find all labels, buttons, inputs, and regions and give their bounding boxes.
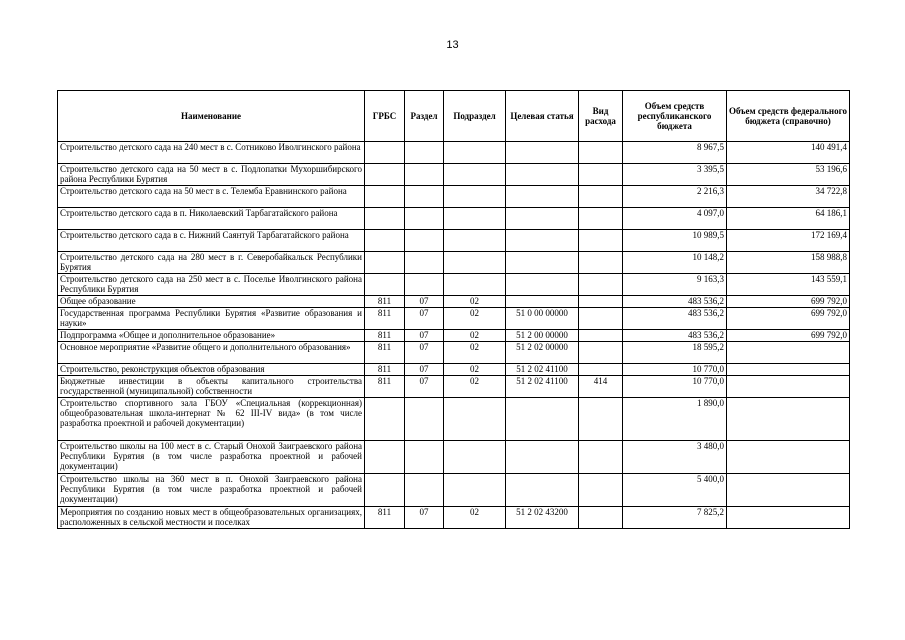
row-statya xyxy=(506,230,579,252)
row-name: Строительство детского сада на 240 мест в с. Сотниково Иволгинского района xyxy=(58,142,365,164)
header-name: Наименование xyxy=(58,91,365,142)
row-name: Строительство детского сада в с. Нижний Саянтуй Тарбагатайского района xyxy=(58,230,365,252)
row-resp: 10 148,2 xyxy=(623,252,727,274)
row-razdel xyxy=(405,474,444,507)
row-name: Строительство детского сада на 280 мест в г. Северобайкальск Республики Бурятия xyxy=(58,252,365,274)
row-podrazdel xyxy=(444,398,506,441)
row-vid xyxy=(579,274,623,296)
row-resp: 4 097,0 xyxy=(623,208,727,230)
row-statya xyxy=(506,164,579,186)
row-fed xyxy=(727,474,850,507)
row-resp: 7 825,2 xyxy=(623,507,727,529)
row-vid xyxy=(579,142,623,164)
row-fed: 140 491,4 xyxy=(727,142,850,164)
row-grbs: 811 xyxy=(365,296,405,308)
row-name: Строительство, реконструкция объектов образования xyxy=(58,364,365,376)
row-statya xyxy=(506,296,579,308)
table-row xyxy=(58,398,850,441)
row-vid xyxy=(579,252,623,274)
row-grbs xyxy=(365,142,405,164)
row-vid xyxy=(579,186,623,208)
budget-table xyxy=(57,90,850,529)
row-razdel: 07 xyxy=(405,376,444,398)
row-podrazdel: 02 xyxy=(444,308,506,330)
row-statya: 51 2 02 41100 xyxy=(506,364,579,376)
row-name: Строительство школы на 360 мест в п. Онохой Заиграевского района Республики Бурятия (в том числе разработка проектной и рабочей документации) xyxy=(58,474,365,507)
row-fed: 143 559,1 xyxy=(727,274,850,296)
row-podrazdel xyxy=(444,186,506,208)
row-vid xyxy=(579,296,623,308)
row-grbs: 811 xyxy=(365,342,405,364)
row-resp: 2 216,3 xyxy=(623,186,727,208)
row-grbs: 811 xyxy=(365,364,405,376)
header-vid: Вид расхода xyxy=(579,91,623,142)
row-resp: 10 989,5 xyxy=(623,230,727,252)
row-podrazdel: 02 xyxy=(444,507,506,529)
row-statya xyxy=(506,474,579,507)
row-name: Общее образование xyxy=(58,296,365,308)
row-name: Строительство детского сада в п. Николаевский Тарбагатайского района xyxy=(58,208,365,230)
header-statya: Целевая статья xyxy=(506,91,579,142)
row-fed xyxy=(727,376,850,398)
row-name: Подпрограмма «Общее и дополнительное образование» xyxy=(58,330,365,342)
row-fed: 172 169,4 xyxy=(727,230,850,252)
row-resp: 5 400,0 xyxy=(623,474,727,507)
table-row xyxy=(58,330,850,342)
row-statya: 51 2 02 00000 xyxy=(506,342,579,364)
row-grbs: 811 xyxy=(365,330,405,342)
row-grbs xyxy=(365,474,405,507)
row-name: Строительство детского сада на 50 мест в с. Подлопатки Мухоршибирского района Республики Бурятия xyxy=(58,164,365,186)
row-podrazdel: 02 xyxy=(444,376,506,398)
table-row xyxy=(58,376,850,398)
row-razdel: 07 xyxy=(405,308,444,330)
row-podrazdel: 02 xyxy=(444,330,506,342)
row-name: Бюджетные инвестиции в объекты капитального строительства государственной (муниципальной) собственности xyxy=(58,376,365,398)
row-razdel xyxy=(405,142,444,164)
row-name: Строительство школы на 100 мест в с. Старый Онохой Заиграевского района Республики Бурятия (в том числе разработка проектной и рабочей документации) xyxy=(58,441,365,474)
row-fed: 699 792,0 xyxy=(727,296,850,308)
row-statya xyxy=(506,186,579,208)
row-grbs xyxy=(365,230,405,252)
row-statya: 51 2 02 43200 xyxy=(506,507,579,529)
row-razdel xyxy=(405,230,444,252)
row-razdel xyxy=(405,252,444,274)
row-fed: 699 792,0 xyxy=(727,330,850,342)
row-razdel: 07 xyxy=(405,364,444,376)
table-row xyxy=(58,164,850,186)
row-razdel: 07 xyxy=(405,296,444,308)
table-row xyxy=(58,274,850,296)
table-row xyxy=(58,252,850,274)
row-vid xyxy=(579,364,623,376)
row-podrazdel xyxy=(444,142,506,164)
row-podrazdel xyxy=(444,274,506,296)
table-row xyxy=(58,507,850,529)
row-resp: 8 967,5 xyxy=(623,142,727,164)
row-name: Строительство детского сада на 250 мест в с. Поселье Иволгинского района Республики Бурятия xyxy=(58,274,365,296)
row-name: Строительство спортивного зала ГБОУ «Специальная (коррекционная) общеобразовательная школа-интернат № 62 III-IV вида» (в том числе разработка проектной и рабочей документации) xyxy=(58,398,365,441)
row-podrazdel xyxy=(444,252,506,274)
table-row xyxy=(58,296,850,308)
row-fed: 158 988,8 xyxy=(727,252,850,274)
row-razdel xyxy=(405,186,444,208)
row-vid: 414 xyxy=(579,376,623,398)
header-grbs: ГРБС xyxy=(365,91,405,142)
row-fed: 699 792,0 xyxy=(727,308,850,330)
row-razdel: 07 xyxy=(405,507,444,529)
row-grbs xyxy=(365,441,405,474)
row-resp: 10 770,0 xyxy=(623,364,727,376)
row-fed: 64 186,1 xyxy=(727,208,850,230)
row-podrazdel: 02 xyxy=(444,364,506,376)
row-fed xyxy=(727,507,850,529)
row-razdel xyxy=(405,441,444,474)
table-row xyxy=(58,474,850,507)
row-resp: 3 480,0 xyxy=(623,441,727,474)
row-statya xyxy=(506,252,579,274)
page-number: 13 xyxy=(446,39,459,51)
header-razdel: Раздел xyxy=(405,91,444,142)
row-razdel xyxy=(405,398,444,441)
row-fed xyxy=(727,342,850,364)
row-statya xyxy=(506,142,579,164)
row-razdel: 07 xyxy=(405,330,444,342)
row-razdel: 07 xyxy=(405,342,444,364)
table-row xyxy=(58,208,850,230)
row-statya: 51 0 00 00000 xyxy=(506,308,579,330)
table-row xyxy=(58,342,850,364)
row-podrazdel xyxy=(444,230,506,252)
row-podrazdel xyxy=(444,164,506,186)
row-podrazdel xyxy=(444,208,506,230)
row-fed xyxy=(727,398,850,441)
row-grbs xyxy=(365,186,405,208)
row-vid xyxy=(579,230,623,252)
row-podrazdel: 02 xyxy=(444,342,506,364)
row-resp: 483 536,2 xyxy=(623,330,727,342)
row-podrazdel: 02 xyxy=(444,296,506,308)
row-razdel xyxy=(405,208,444,230)
row-vid xyxy=(579,441,623,474)
row-vid xyxy=(579,474,623,507)
row-fed xyxy=(727,364,850,376)
table-row xyxy=(58,308,850,330)
row-vid xyxy=(579,342,623,364)
row-resp: 3 395,5 xyxy=(623,164,727,186)
row-resp: 18 595,2 xyxy=(623,342,727,364)
table-header-row xyxy=(58,91,850,142)
row-fed xyxy=(727,441,850,474)
row-resp: 10 770,0 xyxy=(623,376,727,398)
row-resp: 9 163,3 xyxy=(623,274,727,296)
row-name: Строительство детского сада на 50 мест в с. Телемба Еравнинского района xyxy=(58,186,365,208)
row-resp: 483 536,2 xyxy=(623,296,727,308)
row-statya: 51 2 00 00000 xyxy=(506,330,579,342)
table-row xyxy=(58,364,850,376)
row-grbs xyxy=(365,208,405,230)
row-resp: 1 890,0 xyxy=(623,398,727,441)
row-name: Основное мероприятие «Развитие общего и дополнительного образования» xyxy=(58,342,365,364)
row-fed: 34 722,8 xyxy=(727,186,850,208)
header-podrazdel: Подраздел xyxy=(444,91,506,142)
row-grbs: 811 xyxy=(365,308,405,330)
row-razdel xyxy=(405,274,444,296)
row-statya: 51 2 02 41100 xyxy=(506,376,579,398)
table-row xyxy=(58,142,850,164)
row-statya xyxy=(506,441,579,474)
row-vid xyxy=(579,330,623,342)
row-name: Государственная программа Республики Бурятия «Развитие образования и науки» xyxy=(58,308,365,330)
row-statya xyxy=(506,274,579,296)
header-fed: Объем средств федерального бюджета (справочно) xyxy=(727,91,850,142)
row-grbs: 811 xyxy=(365,507,405,529)
row-grbs xyxy=(365,274,405,296)
row-podrazdel xyxy=(444,474,506,507)
row-vid xyxy=(579,398,623,441)
row-vid xyxy=(579,164,623,186)
table-row xyxy=(58,230,850,252)
header-resp: Объем средств республиканского бюджета xyxy=(623,91,727,142)
row-grbs: 811 xyxy=(365,376,405,398)
row-vid xyxy=(579,507,623,529)
row-resp: 483 536,2 xyxy=(623,308,727,330)
row-vid xyxy=(579,308,623,330)
row-fed: 53 196,6 xyxy=(727,164,850,186)
row-razdel xyxy=(405,164,444,186)
table-row xyxy=(58,441,850,474)
row-grbs xyxy=(365,164,405,186)
table-row xyxy=(58,186,850,208)
row-name: Мероприятия по созданию новых мест в общеобразовательных организациях, расположенных в сельской местности и поселках xyxy=(58,507,365,529)
row-podrazdel xyxy=(444,441,506,474)
row-grbs xyxy=(365,398,405,441)
row-statya xyxy=(506,208,579,230)
row-grbs xyxy=(365,252,405,274)
row-statya xyxy=(506,398,579,441)
row-vid xyxy=(579,208,623,230)
